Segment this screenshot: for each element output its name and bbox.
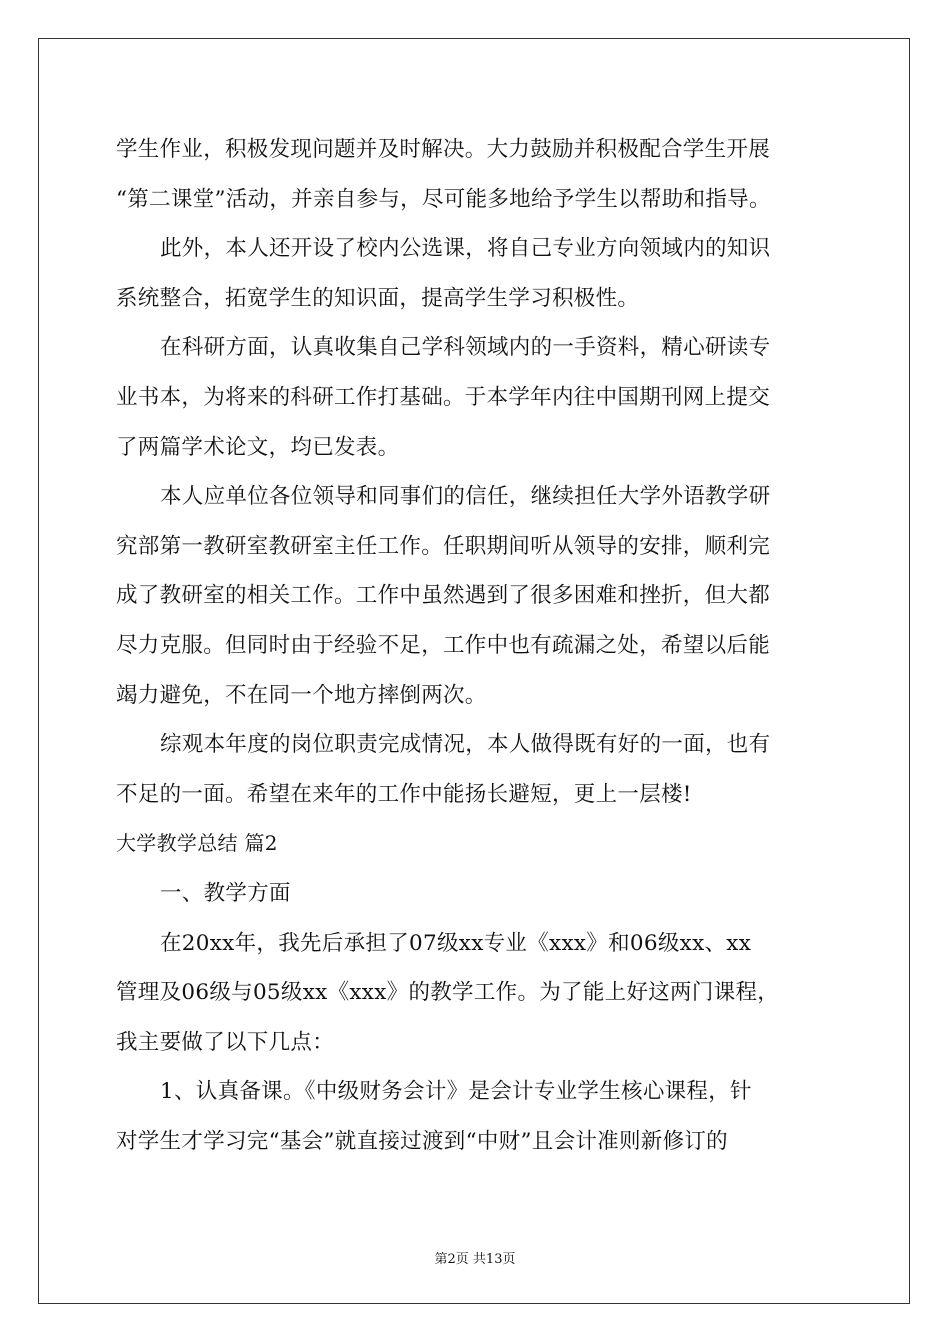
text-line: 成了教研室的相关工作。工作中虽然遇到了很多困难和挫折，但大都 xyxy=(116,583,771,609)
paragraph-start: 1、认真备课。《中级财务会计》是会计专业学生核心课程，针 xyxy=(160,1079,752,1105)
text-line: 学生作业，积极发现问题并及时解决。大力鼓励并积极配合学生开展 xyxy=(116,137,771,162)
document-body xyxy=(116,125,836,1166)
text-line: 不足的一面。希望在来年的工作中能扬长避短，更上一层楼! xyxy=(116,781,692,807)
text-line: 业书本，为将来的科研工作打基础。于本学年内往中国期刊网上提交 xyxy=(116,384,771,410)
text-line: 了两篇学术论文，均已发表。 xyxy=(116,434,400,460)
text-line: 系统整合，拓宽学生的知识面，提高学生学习积极性。 xyxy=(116,285,640,311)
text-line: 对学生才学习完“基会”就直接过渡到“中财”且会计准则新修订的 xyxy=(116,1128,728,1154)
paragraph-start: 在科研方面，认真收集自己学科领域内的一手资料，精心研读专 xyxy=(160,335,771,361)
text-line: 尽力克服。但同时由于经验不足，工作中也有疏漏之处，希望以后能 xyxy=(116,632,771,658)
text-line: 究部第一教研室教研室主任工作。任职期间听从领导的安排，顺利完 xyxy=(116,533,771,559)
section-heading: 大学教学总结 篇2 xyxy=(116,831,278,856)
paragraph-start: 此外，本人还开设了校内公选课，将自己专业方向领域内的知识 xyxy=(160,236,771,262)
text-line: “第二课堂”活动，并亲自参与，尽可能多地给予学生以帮助和指导。 xyxy=(116,186,771,212)
text-line: 竭力避免，不在同一个地方摔倒两次。 xyxy=(116,682,487,708)
text-line: 我主要做了以下几点： xyxy=(116,1029,335,1055)
paragraph-start: 在20xx年，我先后承担了07级xx专业《xxx》和06级xx、xx xyxy=(160,930,752,956)
text-line: 管理及06级与05级xx《xxx》的教学工作。为了能上好这两门课程， xyxy=(116,980,780,1006)
page-number-footer: 第2页 共13页 xyxy=(434,1252,516,1267)
paragraph-start: 本人应单位各位领导和同事们的信任，继续担任大学外语教学研 xyxy=(160,484,771,510)
subsection-heading: 一、教学方面 xyxy=(160,880,291,906)
paragraph-start: 综观本年度的岗位职责完成情况，本人做得既有好的一面，也有 xyxy=(160,732,771,758)
